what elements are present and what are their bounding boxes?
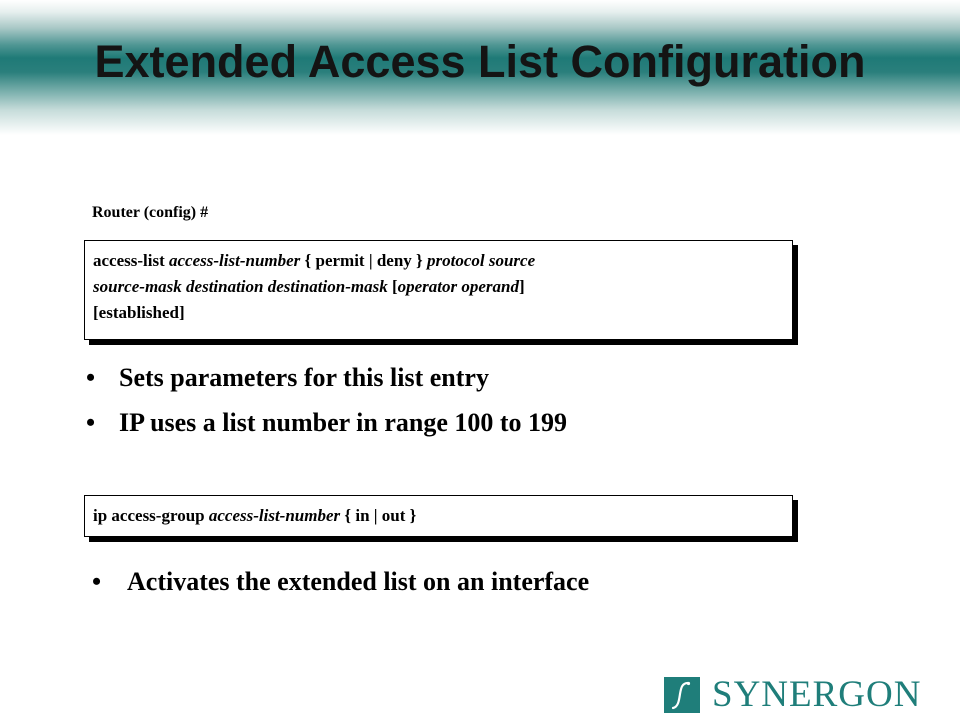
bullet-dot: • (92, 567, 102, 596)
cmd-param-number: access-list-number (169, 251, 301, 270)
synergon-s-mark-icon (664, 677, 700, 713)
command-line-2 (93, 274, 784, 300)
synergon-wordmark: SYNERGON (712, 674, 922, 715)
command-line-1 (93, 248, 784, 274)
bullet-text: Sets parameters for this list entry (119, 363, 489, 392)
bullet-dot: • (86, 363, 96, 392)
cmd-param-protocol: protocol source (426, 251, 536, 270)
cmd-param-masks: source-mask destination destination-mask (93, 277, 388, 296)
access-group-command-box (84, 495, 793, 537)
access-list-command-box (84, 240, 793, 340)
cmd2-keyword: ip access-group (93, 506, 209, 525)
cmd-permit-deny: { permit | deny } (300, 251, 427, 270)
slide-title: Extended Access List Configuration (94, 36, 866, 87)
cmd-param-operator: operator operand (397, 277, 519, 296)
bullet-dot: • (86, 408, 96, 437)
cmd-established: [established] (93, 303, 185, 322)
cmd-bracket-close: ] (519, 277, 525, 296)
cmd2-param-number: access-list-number (208, 506, 341, 525)
synergon-logo (664, 676, 921, 714)
bullet-text: Activates the extended list on an interface (127, 567, 590, 596)
router-prompt: Router (config) # (92, 204, 209, 221)
command-line-3 (93, 300, 784, 326)
cmd-keyword: access-list (93, 251, 170, 270)
bullet-text: IP uses a list number in range 100 to 199 (119, 408, 568, 437)
cmd-bracket-open: [ (387, 277, 398, 296)
cmd2-in-out: { in | out } (340, 506, 417, 525)
